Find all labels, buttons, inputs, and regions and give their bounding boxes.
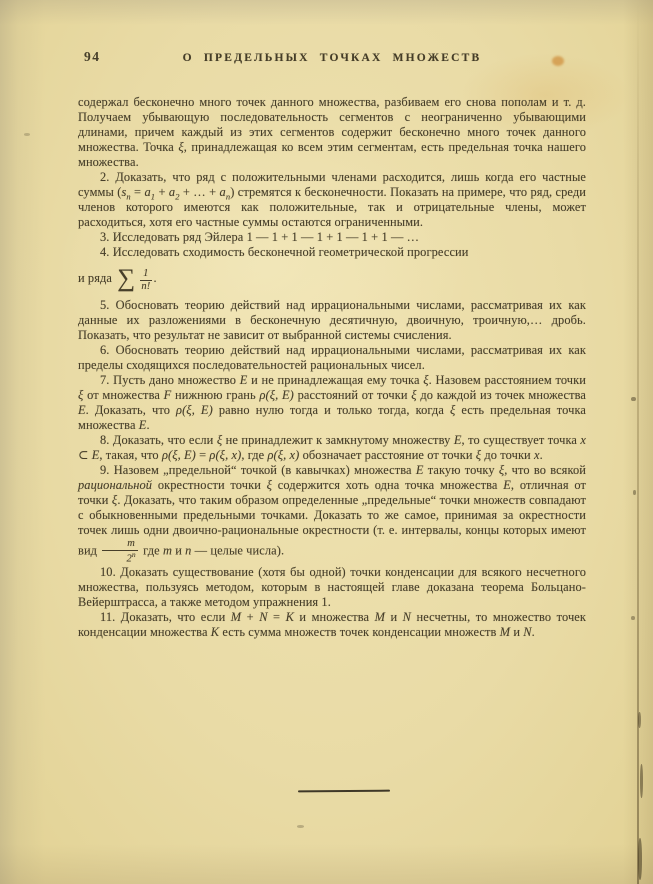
italic-term: E — [415, 463, 424, 477]
italic-term: E — [239, 373, 248, 387]
text-run: до точки — [481, 448, 534, 462]
text-run: = — [267, 609, 286, 624]
ink-speck — [24, 133, 30, 136]
running-header-title: О ПРЕДЕЛЬНЫХ ТОЧКАХ МНОЖЕСТВ — [182, 52, 482, 64]
text-run: обозначает расстояние от точки — [299, 448, 476, 462]
text-run: , такая, что — [99, 448, 162, 462]
italic-term: E — [453, 433, 462, 447]
italic-term: E — [138, 418, 147, 432]
italic-term: K — [285, 609, 294, 624]
italic-term: E — [91, 448, 100, 462]
exercise-11 — [78, 610, 586, 640]
text-run: и ряда — [78, 271, 116, 285]
fraction-denominator: n! — [141, 281, 151, 292]
text-run: 6. Обосновать теорию действий над иррациональными числами, рассматривая их как пределы сходящихся последовательностей рациональных чисел. — [78, 343, 586, 372]
italic-term: ξ — [449, 403, 456, 417]
text-run: равно нулю тогда и только тогда, когда — [212, 403, 450, 417]
text-run: и множества — [293, 609, 375, 624]
italic-term: a — [168, 185, 176, 199]
fraction — [102, 538, 138, 565]
text-run: 5. Обосновать теорию действий над иррациональными числами, рассматривая их как данные их разложениями в бесконечную десятичную, двоичную, троичную,… дробь. Показать, что результат не зависит от выбранной системы счисления. — [78, 298, 586, 342]
italic-term: M — [230, 609, 242, 624]
italic-term: ρ(ξ, E) — [259, 388, 294, 402]
exercise-9 — [78, 463, 586, 565]
text-run: и — [510, 624, 524, 639]
text-run: . Доказать, что таким образом определенные „предельные“ точки множеств совпадают с обыкновенными предельными точками. Доказать то же самое, принимая за окрестности точек лишь одни двоично-рациональные окрестности (т. е. интервалы, концы которых имеют вид — [78, 493, 586, 558]
italic-term: N — [402, 609, 412, 624]
text-run: , принадлежащая ко всем этим сегментам, есть предельная точка нашего множества. — [78, 140, 586, 169]
italic-term: ρ(ξ, x) — [267, 448, 300, 462]
text-run: 3. Исследовать ряд Эйлера 1 — 1 + 1 — 1 + 1 — 1 + 1 — … — [100, 230, 420, 244]
italic-term: E — [503, 478, 511, 492]
text-run: = — [195, 448, 210, 462]
text-run: и — [172, 543, 186, 558]
text-run: , то существует точка — [461, 433, 581, 447]
text-run: . — [539, 448, 543, 462]
text-run: есть предельная точка множества — [78, 403, 586, 432]
text-run: — целые числа). — [191, 543, 285, 558]
exercise-3 — [78, 230, 586, 245]
text-run: . — [531, 624, 535, 639]
italic-term: m — [162, 543, 173, 558]
fraction-numerator: 1 — [140, 268, 151, 281]
text-run: такую точку — [423, 463, 499, 477]
italic-term: s — [121, 185, 127, 199]
italic-term: ξ — [423, 373, 429, 387]
ink-speck — [638, 838, 642, 880]
text-run: содержал бесконечно много точек данного множества, разбиваем его снова пополам и т. д. Получаем убывающую последовательность сегментов с неограниченно убывающими длинами, причем каждый из этих сегментов содержит бесконечно много точек данного множества. Точка — [78, 95, 586, 154]
italic-term: рациональной — [78, 478, 153, 492]
italic-term: ξ — [178, 140, 184, 154]
text-run: до каждой из точек множества — [416, 388, 586, 402]
exercise-6 — [78, 343, 586, 373]
text-run: ) стремятся к бесконечности. Показать на примере, что ряд, среди членов которого имеются как положительные, так и отрицательные члены, может расходиться, хотя его частные суммы остаются ограниченными. — [78, 185, 586, 229]
exercise-4 — [78, 245, 586, 260]
text-run: + — [241, 609, 260, 624]
italic-term: a — [219, 185, 226, 199]
text-run: 11. Доказать, что если — [100, 609, 231, 624]
scan-edge-shadow — [637, 0, 639, 884]
italic-term: M — [499, 624, 511, 639]
section-divider-rule — [298, 790, 390, 793]
text-run: и не принадлежащая ему точка — [247, 373, 424, 387]
text-run: , где — [241, 448, 268, 462]
text-run: есть сумма множеств точек конденсации множеств — [219, 624, 500, 639]
text-run: 4. Исследовать сходимость бесконечной геометрической прогрессии — [100, 245, 469, 259]
text-run: нижнюю грань — [171, 388, 260, 402]
fraction-numerator: m — [102, 538, 138, 551]
subscript: n — [225, 191, 231, 202]
italic-term: n — [185, 543, 192, 558]
text-run: содержится хоть одна точка множества — [272, 478, 504, 492]
text-run: не принадлежит к замкнутому множеству — [222, 433, 454, 447]
italic-term: N — [523, 624, 532, 639]
exercise-10 — [78, 565, 586, 610]
italic-term: E — [78, 403, 86, 417]
exercise-7 — [78, 373, 586, 433]
italic-term: ξ — [111, 493, 118, 507]
ink-speck — [640, 764, 643, 798]
text-run: 7. Пусть дано множество — [100, 373, 240, 387]
italic-term: N — [259, 609, 268, 624]
italic-term: ξ — [475, 448, 482, 462]
text-run: = — [130, 185, 145, 199]
text-run: 10. Доказать существование (хотя бы одной) точки конденсации для всякого несчетного множества, пользуясь методом, которым в настоящей главе доказана теорема Больцано-Вейерштрасса, а также методом упражнения 1. — [78, 564, 586, 609]
text-run: и — [385, 609, 403, 624]
text-run: 9. Назовем „предельной“ точкой (в кавычках) множества — [100, 463, 416, 477]
italic-term: ξ — [216, 433, 223, 447]
italic-term: M — [374, 609, 386, 624]
italic-term: x — [534, 448, 540, 462]
text-run: 8. Доказать, что если — [100, 433, 217, 447]
ink-speck — [297, 825, 304, 828]
text-run: расстояний от точки — [293, 388, 412, 402]
text-run: где — [139, 543, 163, 558]
subscript: n — [126, 191, 131, 202]
paper-stain — [552, 56, 564, 66]
italic-term: K — [210, 624, 220, 639]
italic-term: ξ — [498, 463, 505, 477]
page-body-text — [78, 95, 586, 640]
text-run: . — [146, 418, 150, 432]
italic-term: x — [580, 433, 587, 447]
fraction — [140, 268, 151, 292]
exercise-4-formula — [78, 262, 586, 294]
italic-term: ρ(ξ, x) — [209, 448, 242, 462]
italic-term: F — [163, 388, 172, 402]
text-run: , что во всякой — [504, 463, 586, 477]
text-run: + … + — [179, 185, 220, 199]
text-run: несчетны, то множество точек конденсации множества — [78, 609, 586, 639]
ink-speck — [633, 490, 636, 495]
text-run: . — [153, 271, 157, 285]
text-run: , отличная от точки — [78, 478, 586, 507]
text-run: окрестности точки — [152, 478, 267, 492]
italic-term: a — [144, 185, 151, 199]
italic-term: ξ — [411, 388, 417, 402]
fraction-denominator: 2$^n$ — [126, 550, 136, 565]
text-run: 2. Доказать, что ряд с положительными членами расходится, лишь когда его частные суммы ( — [78, 170, 586, 199]
exercise-8 — [78, 433, 586, 463]
exercise-5 — [78, 298, 586, 343]
summation-operator: ∑ — [117, 265, 136, 292]
exercise-2 — [78, 170, 586, 230]
text-run: ⊂ — [78, 448, 92, 462]
subscript: 2 — [175, 191, 180, 202]
text-run: . Доказать, что — [85, 403, 177, 417]
text-run: от множества — [83, 388, 164, 402]
italic-term: ρ(ξ, E) — [161, 448, 196, 462]
subscript: 1 — [150, 191, 156, 202]
paragraph-continuation — [78, 95, 586, 170]
exponent: n — [131, 550, 136, 560]
italic-term: ρ(ξ, E) — [176, 403, 213, 417]
text-run: . Назовем расстоянием точки — [428, 373, 586, 387]
italic-term: ξ — [266, 478, 273, 492]
ink-speck — [631, 616, 635, 620]
page-number: 94 — [84, 49, 101, 64]
ink-speck — [631, 397, 636, 401]
ink-speck — [638, 712, 641, 728]
text-run: + — [155, 185, 169, 199]
italic-term: ξ — [78, 388, 84, 402]
